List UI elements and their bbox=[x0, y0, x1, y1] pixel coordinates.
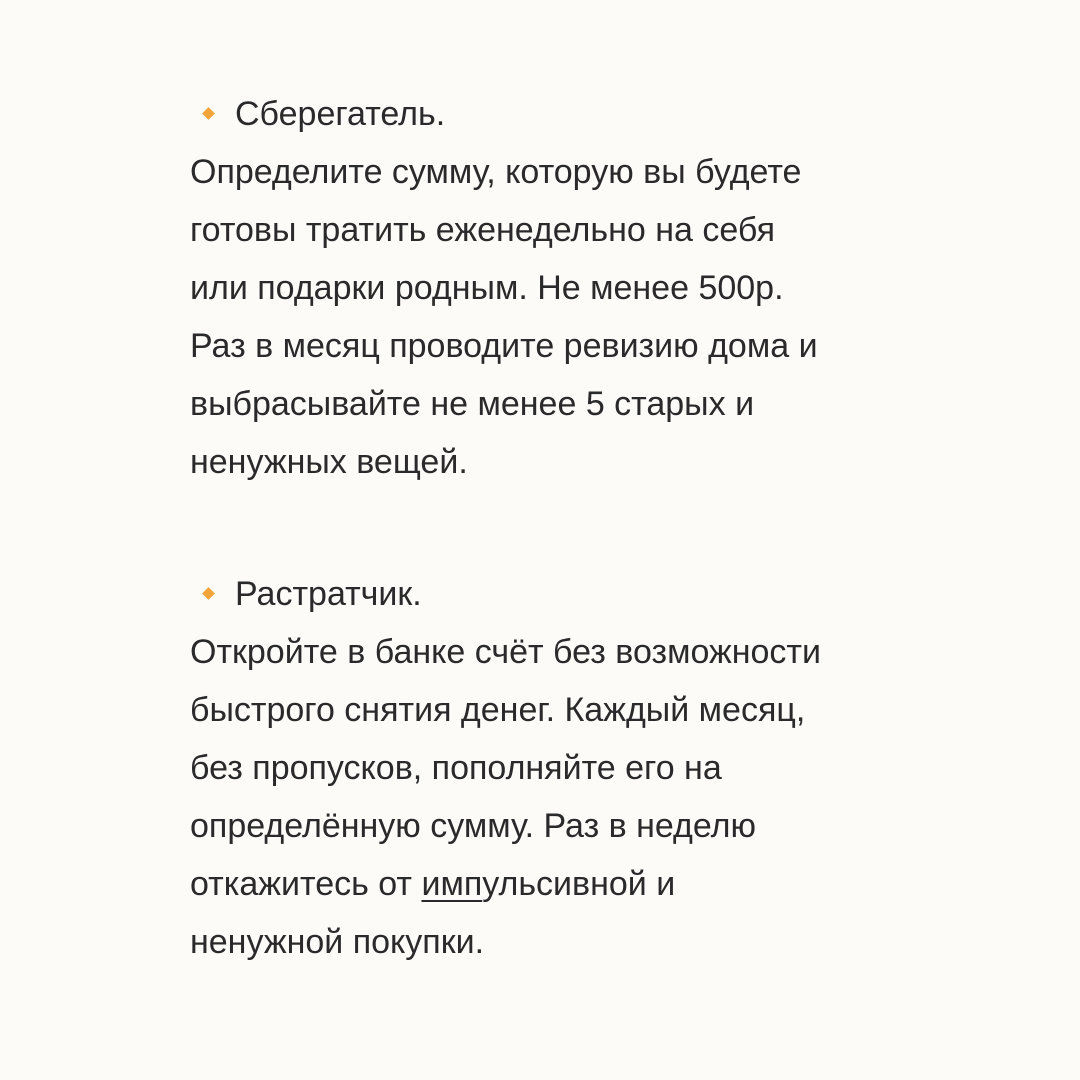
diamond-bullet-icon bbox=[202, 587, 215, 600]
body-line: Откройте в банке счёт без возможности bbox=[190, 633, 821, 671]
section-title: Сберегатель. bbox=[235, 95, 446, 133]
body-line: Раз в месяц проводите ревизию дома и bbox=[190, 327, 818, 365]
body-line: быстрого снятия денег. Каждый месяц, bbox=[190, 691, 806, 729]
text-segment: ульсивной и bbox=[482, 865, 676, 903]
tip-section-saver bbox=[190, 85, 1050, 491]
section-heading bbox=[190, 565, 1050, 623]
body-line: Определите сумму, которую вы будете bbox=[190, 153, 802, 191]
text-segment: откажитесь от bbox=[190, 865, 422, 903]
body-line: ненужной покупки. bbox=[190, 923, 485, 961]
body-line: выбрасывайте не менее 5 старых и bbox=[190, 385, 755, 423]
body-line: определённую сумму. Раз в неделю bbox=[190, 807, 757, 845]
diamond-bullet-icon bbox=[202, 107, 215, 120]
underlined-text: имп bbox=[421, 865, 483, 903]
body-line bbox=[190, 855, 1050, 913]
section-heading bbox=[190, 85, 1050, 143]
body-line: ненужных вещей. bbox=[190, 443, 468, 481]
body-line: готовы тратить еженедельно на себя bbox=[190, 211, 776, 249]
body-line: без пропусков, пополняйте его на bbox=[190, 749, 722, 787]
section-title: Растратчик. bbox=[235, 575, 422, 613]
tip-section-spender bbox=[190, 565, 1050, 971]
body-line: или подарки родным. Не менее 500р. bbox=[190, 269, 784, 307]
